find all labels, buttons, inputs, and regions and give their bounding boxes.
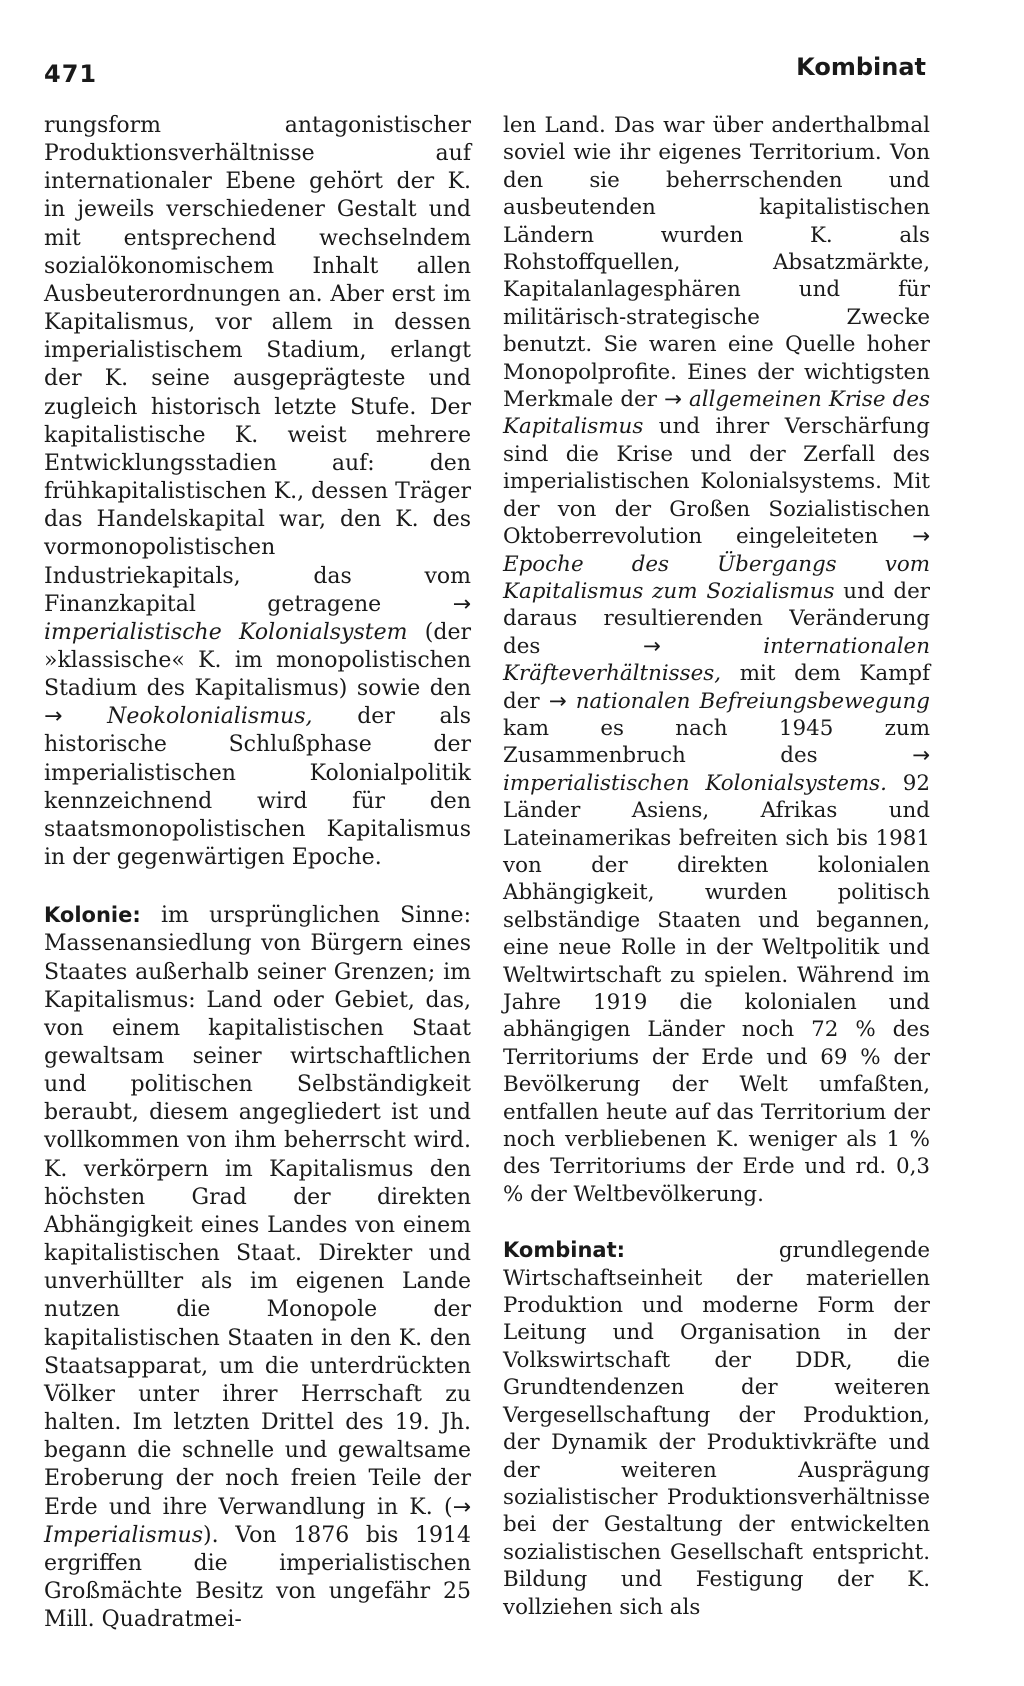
cross-reference: allgemeinen Krise des Kapitalismus xyxy=(503,387,930,440)
continued-paragraph xyxy=(503,112,930,1208)
continued-paragraph xyxy=(44,112,471,872)
running-head: Kombinat xyxy=(796,53,926,81)
cross-reference: nationalen Befreiungsbewegung xyxy=(575,688,930,714)
cross-reference-arrow: → xyxy=(452,1494,471,1520)
cross-reference-arrow: → xyxy=(912,524,930,550)
text-run: len Land. Das war über anderthalbmal soviel wie ihr eigenes Territorium. Von den sie beherrschenden und ausbeutenden kapitalistischen Ländern wurden K. als Rohstoffquellen, Absatzmärkte, Kapitalanlagesphären und für militärisch-strategische Zwecke benutzt. Sie waren eine Quelle hoher Monopolprofite. Eines der wichtigsten Merkmale der xyxy=(503,113,930,413)
text-run: grundlegende Wirtschaftseinheit der materiellen Produktion und moderne Form der Leitung und Organisation in der Volkswirtschaft der DDR, die Grundtendenzen der weiteren Vergesellschaftung der Produktion, der Dynamik der Produktivkräfte und der weiteren Ausprägung sozialistischer Produktionsverhältnisse bei der Gestaltung der entwickelten sozialistischen Gesellschaft entspricht. Bildung und Festigung der K. vollziehen sich als xyxy=(503,1238,930,1620)
text-run: mit dem Kampf der xyxy=(503,661,930,714)
text-run: kam es nach 1945 zum Zusammenbruch des xyxy=(503,715,930,769)
cross-reference: internationalen Kräfteverhältnisses, xyxy=(503,633,930,687)
cross-reference: imperialistische Kolonialsystem xyxy=(44,619,408,645)
text-run: im ursprünglichen Sinne: Massenansiedlung von Bürgern eines Staates außerhalb seiner Grenzen; im Kapitalismus: Land oder Gebiet, das, von einem kapitalistischen Staat gewaltsam seiner wirtschaftlichen und politischen Selbständigkeit beraubt, diesem angegliedert ist und vollkommen von ihm beherrscht wird. K. verkörpern im Kapitalismus den höchsten Grad der direkten Abhängigkeit eines Landes von einem kapitalistischen Staat. Direkter und unverhüllter als im eigenen Lande nutzen die Monopole der kapitalistischen Staaten in den K. den Staatsapparat, um die unterdrückten Völker unter ihrer Herrschaft zu halten. Im letzten Drittel des 19. Jh. begann die schnelle und gewaltsame Eroberung der noch freien Teile der Erde und ihre Verwandlung in K. ( xyxy=(44,903,471,1520)
cross-reference: Imperialismus xyxy=(44,1522,204,1548)
right-column xyxy=(503,112,930,1621)
entry-headword: Kombinat: xyxy=(503,1238,626,1263)
entry-headword: Kolonie: xyxy=(44,903,141,928)
cross-reference-arrow: → xyxy=(44,704,63,730)
text-run: (der »klassische« K. im monopolistischen Stadium des Kapitalismus) sowie den xyxy=(44,619,471,702)
cross-reference-arrow: → xyxy=(912,743,930,769)
cross-reference: Epoche des Übergangs vom Kapitalismus zum Sozialismus xyxy=(503,551,930,604)
page-number: 471 xyxy=(44,60,98,88)
cross-reference: imperialistischen Kolonialsystems. xyxy=(503,770,887,796)
cross-reference-arrow: → xyxy=(642,633,661,659)
text-run: der als historische Schlußphase der imperialistischen Kolonialpolitik kennzeichnend wird für den staatsmonopolistischen Kapitalismus in der gegenwärtigen Epoche. xyxy=(44,704,471,871)
text-run: rungsform antagonistischer Produktionsverhältnisse auf internationaler Ebene gehört der K. in jeweils verschiedener Gestalt und mit entsprechend wechselndem sozialökonomischem Inhalt allen Ausbeuterordnungen an. Aber erst im Kapitalismus, vor allem in dessen imperialistischem Stadium, erlangt der K. seine ausgeprägteste und zugleich historisch letzte Stufe. Der kapitalistische K. weist mehrere Entwicklungsstadien auf: den frühkapitalistischen K., dessen Träger das Handelskapital war, den K. des vormonopolistischen Industriekapitals, das vom Finanzkapital getragene xyxy=(44,113,471,617)
text-run: 92 Länder Asiens, Afrikas und Lateinamerikas befreiten sich bis 1981 von der direkten kolonialen Abhängigkeit, wurden politisch selbständige Staaten und begannen, eine neue Rolle in der Weltpolitik und Weltwirtschaft zu spielen. Während im Jahre 1919 die kolonialen und abhängigen Länder noch 72 % des Territoriums der Erde und 69 % der Bevölkerung der Welt umfaßten, entfallen heute auf das Territorium der noch verbliebenen K. weniger als 1 % des Territoriums der Erde und rd. 0,3 % der Weltbevölkerung. xyxy=(503,770,930,1207)
left-column xyxy=(44,112,471,1634)
entry-kolonie xyxy=(44,901,471,1634)
entry-kombinat xyxy=(503,1237,930,1621)
text-run: und der daraus resultierenden Veränderung des xyxy=(503,578,930,659)
cross-reference: Neokolonialismus, xyxy=(107,704,313,730)
text-run: und ihrer Verschärfung sind die Krise und der Zerfall des imperialistischen Kolonialsystems. Mit der von der Großen Sozialistischen Oktoberrevolution eingeleiteten xyxy=(503,414,930,550)
cross-reference-arrow: → xyxy=(664,387,682,413)
cross-reference-arrow: → xyxy=(452,591,471,617)
cross-reference-arrow: → xyxy=(548,688,567,714)
text-run: ). Von 1876 bis 1914 ergriffen die imperialistischen Großmächte Besitz von ungefähr 25 Mill. Quadratmei- xyxy=(44,1522,471,1633)
